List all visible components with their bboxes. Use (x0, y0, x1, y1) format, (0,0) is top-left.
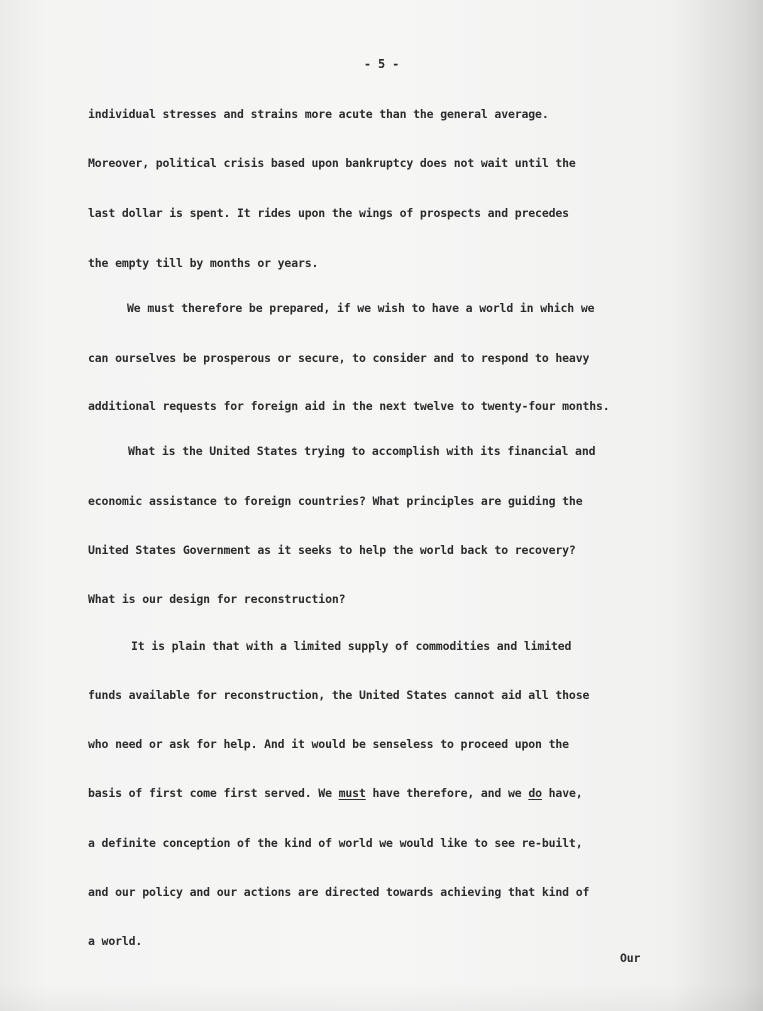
text-line: Moreover, political crisis based upon bankruptcy does not wait until the (88, 156, 576, 170)
text-line: What is the United States trying to accomplish with its financial and (128, 444, 596, 458)
underlined-word: must (338, 786, 366, 800)
text-line: and our policy and our actions are directed towards achieving that kind of (88, 885, 590, 899)
text-line: additional requests for foreign aid in the next twelve to twenty-four months. (88, 399, 610, 413)
page-number: - 5 - (363, 57, 400, 71)
text-line: United States Government as it seeks to help the world back to recovery? (88, 543, 576, 557)
underlined-word: do (528, 786, 542, 800)
text-line: last dollar is spent. It rides upon the wings of prospects and precedes (88, 206, 569, 220)
text-line: individual stresses and strains more acute than the general average. (88, 107, 549, 121)
text-segment: have, (541, 786, 583, 800)
text-segment: basis of first come first served. We (88, 786, 339, 800)
text-segment: have therefore, and we (365, 786, 529, 800)
text-line: economic assistance to foreign countries? What principles are guiding the (88, 494, 583, 508)
catchword: Our (620, 951, 641, 965)
text-line: who need or ask for help. And it would be senseless to proceed upon the (88, 737, 569, 751)
text-line: the empty till by months or years. (88, 256, 319, 270)
text-line: funds available for reconstruction, the United States cannot aid all those (88, 688, 590, 702)
text-line: a world. (88, 934, 143, 948)
text-line: What is our design for reconstruction? (88, 592, 346, 606)
text-line: a definite conception of the kind of world we would like to see re-built, (88, 836, 583, 850)
text-line: It is plain that with a limited supply of commodities and limited (131, 639, 572, 653)
text-line-with-emphasis (88, 785, 583, 801)
text-line: can ourselves be prosperous or secure, to consider and to respond to heavy (88, 351, 590, 365)
text-line: We must therefore be prepared, if we wish to have a world in which we (127, 301, 595, 315)
